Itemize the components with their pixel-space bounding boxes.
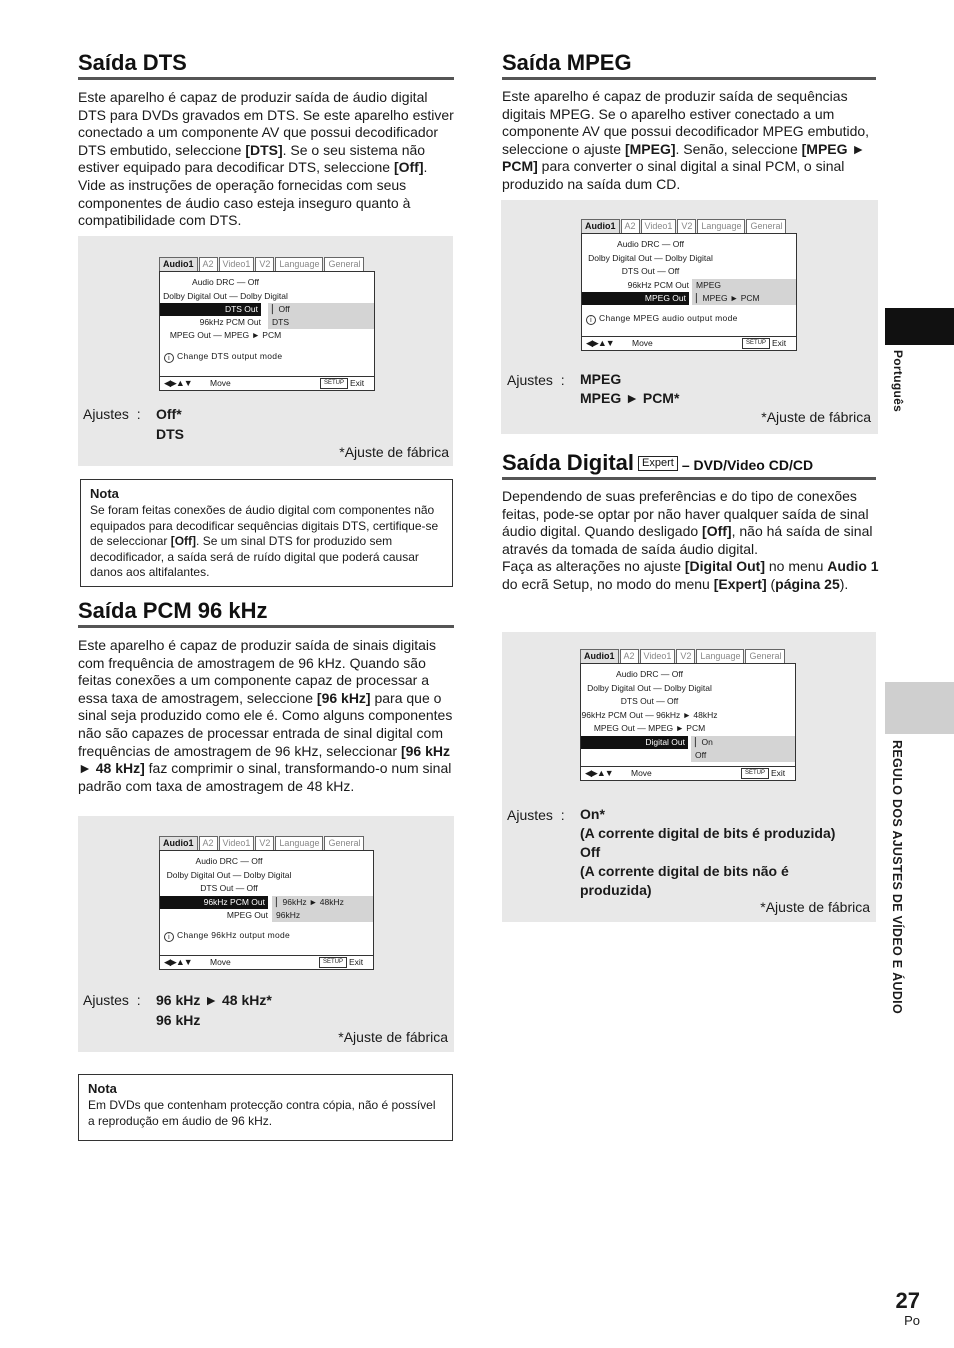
screen-exit-label: Exit	[771, 768, 786, 778]
screen-row	[160, 869, 373, 882]
text-run: , não há saída de sinal através da tomada de saída áudio digital.	[502, 523, 873, 557]
side-language-label: Português	[891, 350, 905, 413]
setup-button-icon: SETUP	[742, 338, 770, 349]
dts-factory-note: *Ajuste de fábrica	[339, 444, 449, 460]
expert-mode-badge: Expert	[638, 456, 678, 471]
screen-row-label: Digital Out	[581, 736, 688, 749]
pcm-ajustes-option-1: 96 kHz ► 48 kHz*	[156, 992, 272, 1008]
screen-row-label: MPEG Out — MPEG ► PCM	[169, 330, 282, 340]
side-section-label: REGULO DOS AJUSTES DE VÍDEO E ÁUDIO	[890, 740, 904, 1014]
pcm-nota-box	[78, 1074, 453, 1141]
screen-hint	[586, 313, 738, 325]
mpeg-ajustes-label: Ajustes :	[507, 372, 565, 388]
digital-ajustes-option-1: On*	[580, 806, 605, 822]
screen-option-value: ▏On	[691, 736, 795, 749]
screen-row	[581, 709, 795, 722]
screen-option-value: ▏96kHz ► 48kHz	[272, 896, 373, 909]
text-run: faz comprimir o sinal, transformando-o num sinal padrão com taxa de amostragem de 48 kHz.	[78, 760, 452, 794]
screen-tab-audio1: Audio1	[159, 257, 198, 271]
digital-screen-tabs	[580, 649, 786, 663]
screen-row-label: DTS Out — Off	[200, 883, 258, 893]
screen-tab-general: General	[746, 219, 786, 233]
mpeg-settings-panel	[501, 200, 878, 434]
text-run: Este aparelho é capaz de produzir saída de áudio digital DTS para DVDs gravados em DTS. Se este aparelho estiver conectado a um componente AV que possui decodificador DTS embutido, seleccione	[78, 89, 454, 158]
text-run: . Vide as instruções de operação fornecidas com seus componentes de áudio caso esteja inseguro quanto à compatibilidade com DTS.	[78, 159, 428, 229]
setup-button-icon: SETUP	[741, 768, 769, 779]
screen-exit-label: Exit	[350, 378, 365, 388]
screen-tab-audio1: Audio1	[580, 649, 619, 663]
screen-tab-video1: Video1	[641, 219, 677, 233]
screen-tab-video1: Video1	[640, 649, 676, 663]
screen-tab-a2: A2	[199, 257, 218, 271]
text-run: para converter o sinal digital a sinal PCM, o sinal produzido na saída dum CD.	[502, 158, 845, 192]
dts-paragraph	[78, 89, 456, 230]
digital-ajustes-option-2-desc: (A corrente digital de bits não é produzida)	[580, 863, 789, 898]
screen-row	[160, 882, 373, 895]
screen-row-label: Audio DRC — Off	[617, 239, 684, 249]
digital-ajustes-label: Ajustes :	[507, 807, 565, 823]
mpeg-ajustes-option-1: MPEG	[580, 371, 622, 387]
screen-row-label: Dolby Digital Out — Dolby Digital	[163, 290, 288, 301]
dts-screen-body	[159, 271, 375, 391]
text-run: Se foram feitas conexões de áudio digital com componentes não equipados para decodificar sequências digitais DTS, certifique-se de seleccionar	[90, 503, 439, 548]
pcm-nota-text	[88, 1098, 443, 1129]
screen-option-value: DTS	[268, 316, 374, 329]
digital-settings-panel	[502, 632, 876, 922]
screen-row-label: Audio DRC — Off	[192, 277, 259, 287]
screen-tab-language: Language	[275, 257, 323, 271]
dts-nota-box	[80, 479, 453, 587]
text-run: do ecrã Setup, no modo do menu	[502, 575, 714, 592]
section-title-dts: Saída DTS	[78, 50, 454, 80]
screen-row	[582, 252, 796, 265]
text-run: Em DVDs que contenham protecção contra cópia, não é possível a reprodução em áudio de 96 kHz.	[88, 1098, 436, 1128]
screen-row	[582, 238, 796, 251]
screen-row-label: Dolby Digital Out — Dolby Digital	[166, 869, 292, 880]
screen-exit-label: Exit	[349, 957, 364, 967]
dts-settings-panel	[78, 236, 453, 466]
info-icon: i	[164, 353, 174, 363]
text-run: . Se o seu sistema não estiver equipado para decodificar DTS, seleccione	[78, 141, 426, 176]
screen-tab-a2: A2	[199, 836, 218, 850]
digital-ajustes-option-2: Off	[580, 844, 601, 860]
screen-option-value: 96kHz	[272, 909, 373, 922]
mpeg-factory-note: *Ajuste de fábrica	[761, 409, 871, 425]
screen-tab-language: Language	[697, 219, 745, 233]
digital-ajustes-option-1-desc: (A corrente digital de bits é produzida)	[580, 825, 836, 841]
text-run: Faça as alterações no ajuste	[502, 558, 685, 575]
screen-option-value: ▏Off	[268, 303, 374, 316]
navigation-arrows-icon: ◀▶▲▼	[164, 378, 192, 388]
screen-move-label: Move	[631, 768, 652, 778]
screen-row-label: MPEG Out	[582, 292, 689, 305]
screen-tab-general: General	[745, 649, 785, 663]
info-icon: i	[164, 932, 174, 942]
screen-row-label: MPEG Out — MPEG ► PCM	[593, 723, 706, 733]
screen-row-label: 96kHz PCM Out — 96kHz ► 48kHz	[581, 709, 718, 720]
screen-tab-v2: V2	[677, 219, 696, 233]
info-icon: i	[586, 315, 596, 325]
screen-footer	[582, 336, 796, 350]
page-lang-code: Po	[904, 1313, 920, 1328]
setup-button-icon: SETUP	[320, 378, 348, 389]
bold-text: [96 kHz]	[316, 689, 371, 706]
pcm-screen-tabs	[159, 836, 365, 850]
bold-text: [MPEG]	[624, 140, 676, 157]
navigation-arrows-icon: ◀▶▲▼	[586, 338, 614, 348]
dts-ajustes-label: Ajustes :	[83, 406, 141, 422]
pcm-ajustes-label: Ajustes :	[83, 992, 141, 1008]
screen-tab-general: General	[324, 836, 364, 850]
screen-tab-audio1: Audio1	[581, 219, 620, 233]
screen-row-label: Dolby Digital Out — Dolby Digital	[588, 252, 713, 263]
screen-tab-a2: A2	[620, 649, 639, 663]
screen-tab-video1: Video1	[219, 836, 255, 850]
screen-row-label: Audio DRC — Off	[195, 856, 263, 866]
side-tab-gray	[885, 682, 954, 734]
screen-footer	[160, 376, 374, 390]
screen-row	[581, 682, 795, 695]
navigation-arrows-icon: ◀▶▲▼	[164, 957, 192, 967]
side-tab-black	[885, 308, 954, 345]
screen-tab-language: Language	[696, 649, 744, 663]
screen-option-value: ▏MPEG ► PCM	[692, 292, 796, 305]
text-run: para que o sinal seja produzido como ele é. Como alguns componentes não são capazes de processar entrada de sinal digital com frequências de amostragem de 96 kHz, seleccionar	[78, 689, 453, 759]
text-run: . Se um sinal DTS for produzido sem decodificador, a saída será de ruído digital que poderá causar danos aos altifalantes.	[90, 534, 419, 579]
digital-screen-body	[580, 663, 796, 781]
page-number: 27	[895, 1288, 920, 1313]
screen-tab-language: Language	[275, 836, 323, 850]
screen-move-label: Move	[632, 338, 653, 348]
screen-row	[160, 855, 373, 868]
dts-ajustes-option-1: Off*	[156, 406, 182, 422]
bold-text: [Off]	[170, 534, 197, 548]
screen-tab-v2: V2	[255, 257, 274, 271]
section-title-mpeg: Saída MPEG	[502, 50, 876, 80]
text-run: ).	[839, 575, 849, 592]
text-run: Este aparelho é capaz de produzir saída de sequências digitais MPEG. Se o aparelho estiver conectado a um componente AV que possui decodificador MPEG embutido, seleccione o ajuste	[502, 88, 870, 157]
screen-row	[160, 329, 374, 342]
screen-row	[581, 722, 795, 735]
screen-row	[160, 290, 374, 303]
pcm-ajustes-option-2: 96 kHz	[156, 1012, 201, 1028]
setup-button-icon: SETUP	[319, 957, 347, 968]
screen-row-label: Dolby Digital Out — Dolby Digital	[587, 682, 712, 693]
digital-paragraph	[502, 488, 880, 594]
mpeg-paragraph	[502, 88, 878, 194]
screen-option-value: MPEG	[692, 279, 796, 292]
bold-text: [MPEG ► PCM]	[502, 140, 866, 175]
screen-tab-general: General	[324, 257, 364, 271]
bold-text: Audio 1	[827, 558, 879, 575]
section-title-digital: Saída Digital Expert – DVD/Video CD/CD	[502, 450, 876, 480]
digital-factory-note: *Ajuste de fábrica	[760, 899, 870, 915]
navigation-arrows-icon: ◀▶▲▼	[585, 768, 613, 778]
text-run: (	[766, 575, 776, 592]
bold-text: [DTS]	[245, 141, 283, 158]
screen-footer	[160, 955, 373, 969]
screen-row-label: 96kHz PCM Out	[627, 279, 689, 290]
mpeg-screen-body	[581, 233, 797, 351]
screen-tab-a2: A2	[621, 219, 640, 233]
screen-hint-text: Change 96kHz output mode	[177, 929, 291, 940]
screen-row-label: DTS Out — Off	[621, 266, 680, 276]
dts-ajustes-option-2: DTS	[156, 426, 184, 442]
screen-row	[581, 695, 795, 708]
pcm-factory-note: *Ajuste de fábrica	[338, 1029, 448, 1045]
bold-text: [Off]	[393, 159, 424, 176]
screen-row	[581, 668, 795, 681]
screen-hint-text: Change DTS output mode	[177, 350, 283, 361]
text-run: Este aparelho é capaz de produzir saída de sinais digitais com frequência de amostragem de 96 kHz. Quando são feitas conexões a um componente capaz de processar a essa taxa de amostragem, seleccione	[78, 637, 436, 706]
section-title-pcm: Saída PCM 96 kHz	[78, 598, 454, 628]
dts-nota-text	[90, 503, 443, 581]
pcm-nota-title: Nota	[88, 1081, 117, 1096]
screen-exit-label: Exit	[772, 338, 787, 348]
screen-row-label: DTS Out	[160, 303, 261, 316]
mpeg-ajustes-option-2: MPEG ► PCM*	[580, 390, 680, 406]
bold-text: [Digital Out]	[684, 558, 765, 575]
screen-row-label: DTS Out — Off	[620, 696, 679, 706]
screen-hint	[164, 351, 282, 363]
dts-nota-title: Nota	[90, 486, 119, 501]
text-run: Dependendo de suas preferências e do tipo de conexões feitas, pode-se optar por não haver qualquer saída de sinal áudio digital. Quando desligado	[502, 488, 869, 540]
screen-tab-audio1: Audio1	[159, 836, 198, 850]
bold-text: [Expert]	[713, 575, 767, 592]
dts-screen-tabs	[159, 257, 365, 271]
screen-hint-text: Change MPEG audio output mode	[599, 312, 738, 323]
screen-move-label: Move	[210, 957, 231, 967]
screen-row-label: Audio DRC — Off	[616, 669, 683, 679]
screen-footer	[581, 766, 795, 780]
bold-text: [Off]	[702, 523, 732, 540]
screen-row-label: MPEG Out	[226, 909, 268, 920]
screen-row-label: 96kHz PCM Out	[199, 317, 261, 327]
screen-move-label: Move	[210, 378, 231, 388]
pcm-screen-body	[159, 850, 374, 970]
screen-row	[582, 265, 796, 278]
screen-row-label: 96kHz PCM Out	[160, 896, 268, 909]
mpeg-screen-tabs	[581, 219, 787, 233]
screen-tab-video1: Video1	[219, 257, 255, 271]
pcm-settings-panel	[78, 816, 454, 1052]
text-run: . Senão, seleccione	[675, 140, 802, 157]
screen-hint	[164, 930, 290, 942]
pcm-paragraph	[78, 637, 458, 795]
bold-text: página 25	[775, 575, 840, 592]
digital-subtitle: – DVD/Video CD/CD	[681, 457, 814, 473]
screen-option-value: Off	[691, 749, 795, 762]
text-run: no menu	[765, 558, 828, 575]
screen-row	[160, 276, 374, 289]
screen-tab-v2: V2	[676, 649, 695, 663]
bold-text: [96 kHz ► 48 kHz]	[78, 742, 450, 777]
screen-tab-v2: V2	[255, 836, 274, 850]
